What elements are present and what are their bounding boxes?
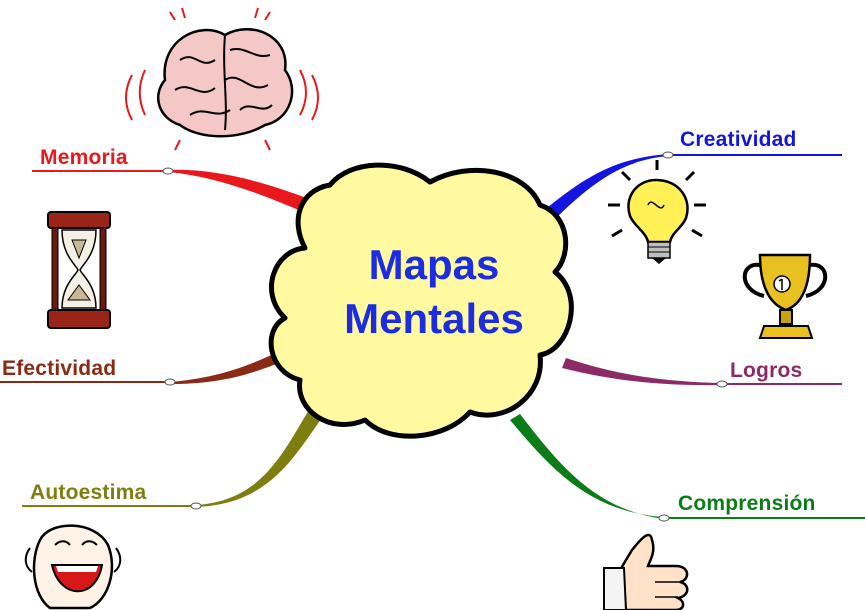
node-dot-creatividad [663,152,673,158]
branch-label-creatividad: Creatividad [680,128,797,151]
brain-icon [126,8,318,150]
branch-label-autoestima: Autoestima [30,481,147,504]
laughing-face-icon [26,526,121,608]
hourglass-icon [48,212,110,328]
center-title-line-1: Mapas [368,241,500,288]
node-dot-autoestima [191,503,201,509]
trophy-icon [745,255,826,338]
branch-line-comprension [510,414,664,519]
branch-line-memoria [168,170,312,214]
node-dot-comprension [659,515,669,521]
node-dot-memoria [163,168,173,174]
center-title-line-2: Mentales [344,295,524,342]
branch-label-logros: Logros [730,359,803,382]
branch-line-logros [562,358,722,385]
center-title [300,238,568,346]
branch-label-comprension: Comprensión [678,492,816,515]
node-dot-logros [717,381,727,387]
branch-label-efectividad: Efectividad [2,357,117,380]
lightbulb-icon [608,160,706,264]
branch-label-memoria: Memoria [40,146,128,169]
thumbs-up-icon [604,535,687,610]
node-dot-efectividad [165,379,175,385]
branch-line-efectividad [170,350,286,384]
